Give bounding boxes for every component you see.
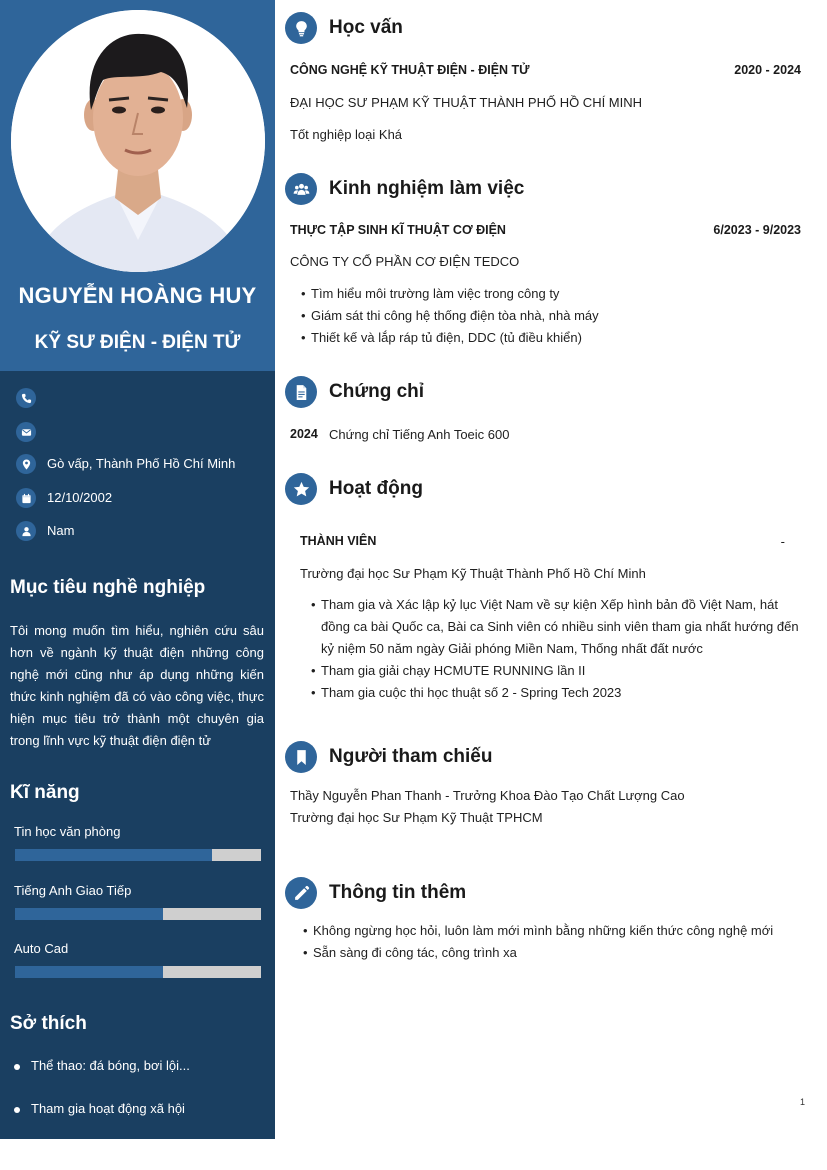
bullet-dot-icon xyxy=(14,1064,20,1070)
skill-name: Tin học văn phòng xyxy=(14,824,121,839)
certificate-name: Chứng chỉ Tiếng Anh Toeic 600 xyxy=(329,427,510,442)
contact-email xyxy=(16,422,266,442)
skill-item xyxy=(14,941,261,956)
hobby-item xyxy=(14,1058,190,1073)
additional-title: Thông tin thêm xyxy=(329,882,467,903)
hobby-text: Thể thao: đá bóng, bơi lội... xyxy=(31,1058,190,1073)
skill-bar xyxy=(15,908,261,920)
list-item: • Tham gia cuộc thi học thuật số 2 - Spring Tech 2023 xyxy=(311,682,799,704)
profile-photo xyxy=(11,10,265,272)
people-group-icon xyxy=(285,173,317,205)
activity-period: - xyxy=(780,534,785,549)
activities-title: Hoạt động xyxy=(329,478,423,499)
skill-bar-fill xyxy=(15,966,163,978)
experience-position: THỰC TẬP SINH KĨ THUẬT CƠ ĐIỆN xyxy=(290,223,506,237)
list-item: • Tìm hiểu môi trường làm việc trong công ty xyxy=(301,283,811,305)
contact-phone xyxy=(16,388,266,408)
list-item: • Tham gia và Xác lập kỷ lục Việt Nam về sự kiện Xếp hình bản đồ Việt Nam, hát đồng ca bài Quốc ca, Bài ca Sinh viên có nhiều sinh viên tham gia nhất hướng đến kỷ niệm 50 năm ngày Giải phóng Miền Nam, Thống nhất đất nước xyxy=(311,594,799,660)
list-item: • Không ngừng học hỏi, luôn làm mới mình bằng những kiến thức công nghệ mới xyxy=(303,920,813,942)
page-number: 1 xyxy=(799,1097,805,1107)
lightbulb-icon xyxy=(285,12,317,44)
skill-item xyxy=(14,824,261,839)
experience-period: 6/2023 - 9/2023 xyxy=(713,223,801,237)
bullet-dot-icon xyxy=(14,1107,20,1113)
list-item: • Giám sát thi công hệ thống điện tòa nhà, nhà máy xyxy=(301,305,811,327)
document-icon xyxy=(285,376,317,408)
experience-title: Kinh nghiệm làm việc xyxy=(329,178,525,199)
sidebar xyxy=(0,0,275,1139)
list-item: • Thiết kế và lắp ráp tủ điện, DDC (tủ điều khiển) xyxy=(301,327,811,349)
skill-name: Tiếng Anh Giao Tiếp xyxy=(14,883,132,898)
activity-role: THÀNH VIÊN xyxy=(300,534,377,548)
location-pin-icon xyxy=(16,454,36,474)
contact-gender xyxy=(16,521,266,541)
person-icon xyxy=(16,521,36,541)
education-title: Học vấn xyxy=(329,17,403,38)
portrait-photo xyxy=(11,10,265,272)
education-period: 2020 - 2024 xyxy=(734,63,801,77)
star-icon xyxy=(285,473,317,505)
objective-heading: Mục tiêu nghề nghiệp xyxy=(10,577,206,598)
pencil-icon xyxy=(285,877,317,909)
calendar-icon xyxy=(16,488,36,508)
hobby-text: Tham gia hoạt động xã hội xyxy=(31,1101,185,1116)
reference-line-1: Thầy Nguyễn Phan Thanh - Trưởng Khoa Đào Tạo Chất Lượng Cao xyxy=(290,788,685,803)
skill-item xyxy=(14,883,261,898)
certificate-year: 2024 xyxy=(290,427,318,441)
list-item: • Tham gia giải chạy HCMUTE RUNNING lần II xyxy=(311,660,799,682)
skills-heading: Kĩ năng xyxy=(10,782,80,803)
skill-bar xyxy=(15,966,261,978)
additional-list xyxy=(303,920,813,964)
education-school: ĐẠI HỌC SƯ PHẠM KỸ THUẬT THÀNH PHỐ HỒ CHÍ MINH xyxy=(290,95,643,110)
phone-icon xyxy=(16,388,36,408)
contact-birthday xyxy=(16,488,266,508)
skill-bar-fill xyxy=(15,908,163,920)
address-text: Gò vấp, Thành Phố Hồ Chí Minh xyxy=(47,456,236,471)
birthday-text: 12/10/2002 xyxy=(47,490,113,505)
bookmark-icon xyxy=(285,741,317,773)
skill-name: Auto Cad xyxy=(14,941,69,956)
activity-organization: Trường đại học Sư Phạm Kỹ Thuật Thành Phố Hồ Chí Minh xyxy=(300,566,646,581)
experience-task-list xyxy=(301,283,811,349)
profile-role: KỸ SƯ ĐIỆN - ĐIỆN TỬ xyxy=(34,332,241,353)
experience-company: CÔNG TY CỔ PHẦN CƠ ĐIỆN TEDCO xyxy=(290,254,520,269)
gender-text: Nam xyxy=(47,523,75,538)
objective-text: Tôi mong muốn tìm hiểu, nghiên cứu sâu hơn về ngành kỹ thuật điện những công nghệ mới cũng như áp dụng những kiến thức kinh nghiệm đã có vào công việc, thực hiện mục tiêu trở thành một chuyên gia trong lĩnh vực kỹ thuật điện điện tử xyxy=(10,623,264,748)
activity-list xyxy=(311,594,799,704)
list-item: • Sẵn sàng đi công tác, công trình xa xyxy=(303,942,813,964)
hobby-item xyxy=(14,1101,185,1116)
profile-name: NGUYỄN HOÀNG HUY xyxy=(18,283,257,308)
references-title: Người tham chiếu xyxy=(329,746,493,767)
skill-bar xyxy=(15,849,261,861)
contact-address xyxy=(16,454,266,474)
education-major: CÔNG NGHỆ KỸ THUẬT ĐIỆN - ĐIỆN TỬ xyxy=(290,63,530,77)
education-note: Tốt nghiệp loại Khá xyxy=(290,127,403,142)
skill-bar-fill xyxy=(15,849,212,861)
email-icon xyxy=(16,422,36,442)
certificates-title: Chứng chỉ xyxy=(329,381,425,402)
hobbies-heading: Sở thích xyxy=(10,1013,87,1034)
reference-line-2: Trường đại học Sư Phạm Kỹ Thuật TPHCM xyxy=(290,810,543,825)
